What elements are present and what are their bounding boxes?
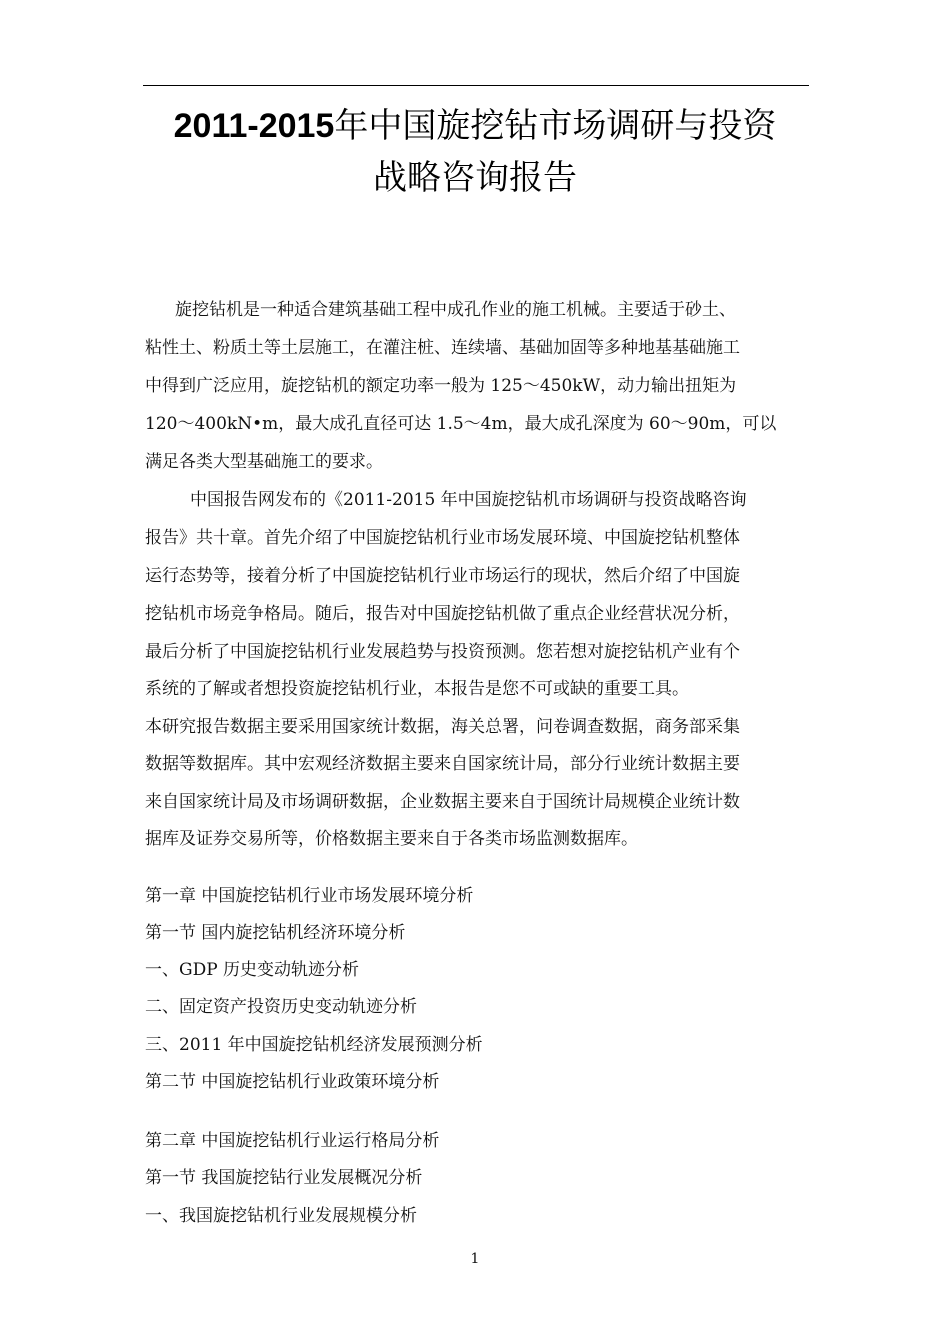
paragraph-2-line-3: 运行态势等，接着分析了中国旋挖钻机行业市场运行的现状，然后介绍了中国旋 <box>145 566 740 586</box>
paragraph-2-line-1: 中国报告网发布的《2011-2015 年中国旋挖钻机市场调研与投资战略咨询 <box>190 490 747 510</box>
document-title-line-1 <box>120 100 830 152</box>
toc-chapter-1: 第一章 中国旋挖钻机行业市场发展环境分析 <box>145 886 474 906</box>
paragraph-1-line-3: 中得到广泛应用，旋挖钻机的额定功率一般为 125～450kW，动力输出扭矩为 <box>145 376 737 396</box>
toc-chapter-1-section-2: 第二节 中国旋挖钻机行业政策环境分析 <box>145 1072 440 1092</box>
toc-item-2011-forecast: 三、2011 年中国旋挖钻机经济发展预测分析 <box>145 1035 483 1055</box>
paragraph-1-line-4: 120～400kN•m，最大成孔直径可达 1.5～4m，最大成孔深度为 60～90m，可以 <box>145 414 777 434</box>
paragraph-2-line-6: 系统的了解或者想投资旋挖钻机行业，本报告是您不可或缺的重要工具。 <box>145 679 689 699</box>
page-number: 1 <box>470 1251 480 1267</box>
toc-item-industry-scale: 一、我国旋挖钻机行业发展规模分析 <box>145 1206 417 1226</box>
paragraph-3-line-3: 来自国家统计局及市场调研数据，企业数据主要来自于国统计局规模企业统计数 <box>145 792 740 812</box>
paragraph-2-line-2: 报告》共十章。首先介绍了中国旋挖钻机行业市场发展环境、中国旋挖钻机整体 <box>145 528 740 548</box>
toc-item-gdp: 一、GDP 历史变动轨迹分析 <box>145 960 360 980</box>
toc-chapter-2: 第二章 中国旋挖钻机行业运行格局分析 <box>145 1131 440 1151</box>
paragraph-3-line-4: 据库及证券交易所等，价格数据主要来自于各类市场监测数据库。 <box>145 829 638 849</box>
paragraph-2-line-4: 挖钻机市场竞争格局。随后，报告对中国旋挖钻机做了重点企业经营状况分析， <box>145 604 740 624</box>
paragraph-1-line-2: 粘性土、粉质土等土层施工，在灌注桩、连续墙、基础加固等多种地基基础施工 <box>145 338 740 358</box>
paragraph-3-line-1: 本研究报告数据主要采用国家统计数据，海关总署，问卷调查数据，商务部采集 <box>145 717 740 737</box>
paragraph-1-line-1: 旋挖钻机是一种适合建筑基础工程中成孔作业的施工机械。主要适于砂土、 <box>175 300 736 320</box>
paragraph-2-line-5: 最后分析了中国旋挖钻机行业发展趋势与投资预测。您若想对旋挖钻机产业有个 <box>145 642 740 662</box>
header-rule <box>143 85 809 86</box>
document-title-line-2: 战略咨询报告 <box>373 158 577 198</box>
toc-chapter-1-section-1: 第一节 国内旋挖钻机经济环境分析 <box>145 923 406 943</box>
paragraph-3-line-2: 数据等数据库。其中宏观经济数据主要来自国家统计局，部分行业统计数据主要 <box>145 754 740 774</box>
toc-item-fixed-asset: 二、固定资产投资历史变动轨迹分析 <box>145 997 417 1017</box>
title-year-range: 2011-2015 <box>173 107 335 145</box>
paragraph-1-line-5: 满足各类大型基础施工的要求。 <box>145 452 383 472</box>
title-text-part-1: 年中国旋挖钻市场调研与投资 <box>334 106 777 146</box>
toc-chapter-2-section-1: 第一节 我国旋挖钻行业发展概况分析 <box>145 1168 423 1188</box>
